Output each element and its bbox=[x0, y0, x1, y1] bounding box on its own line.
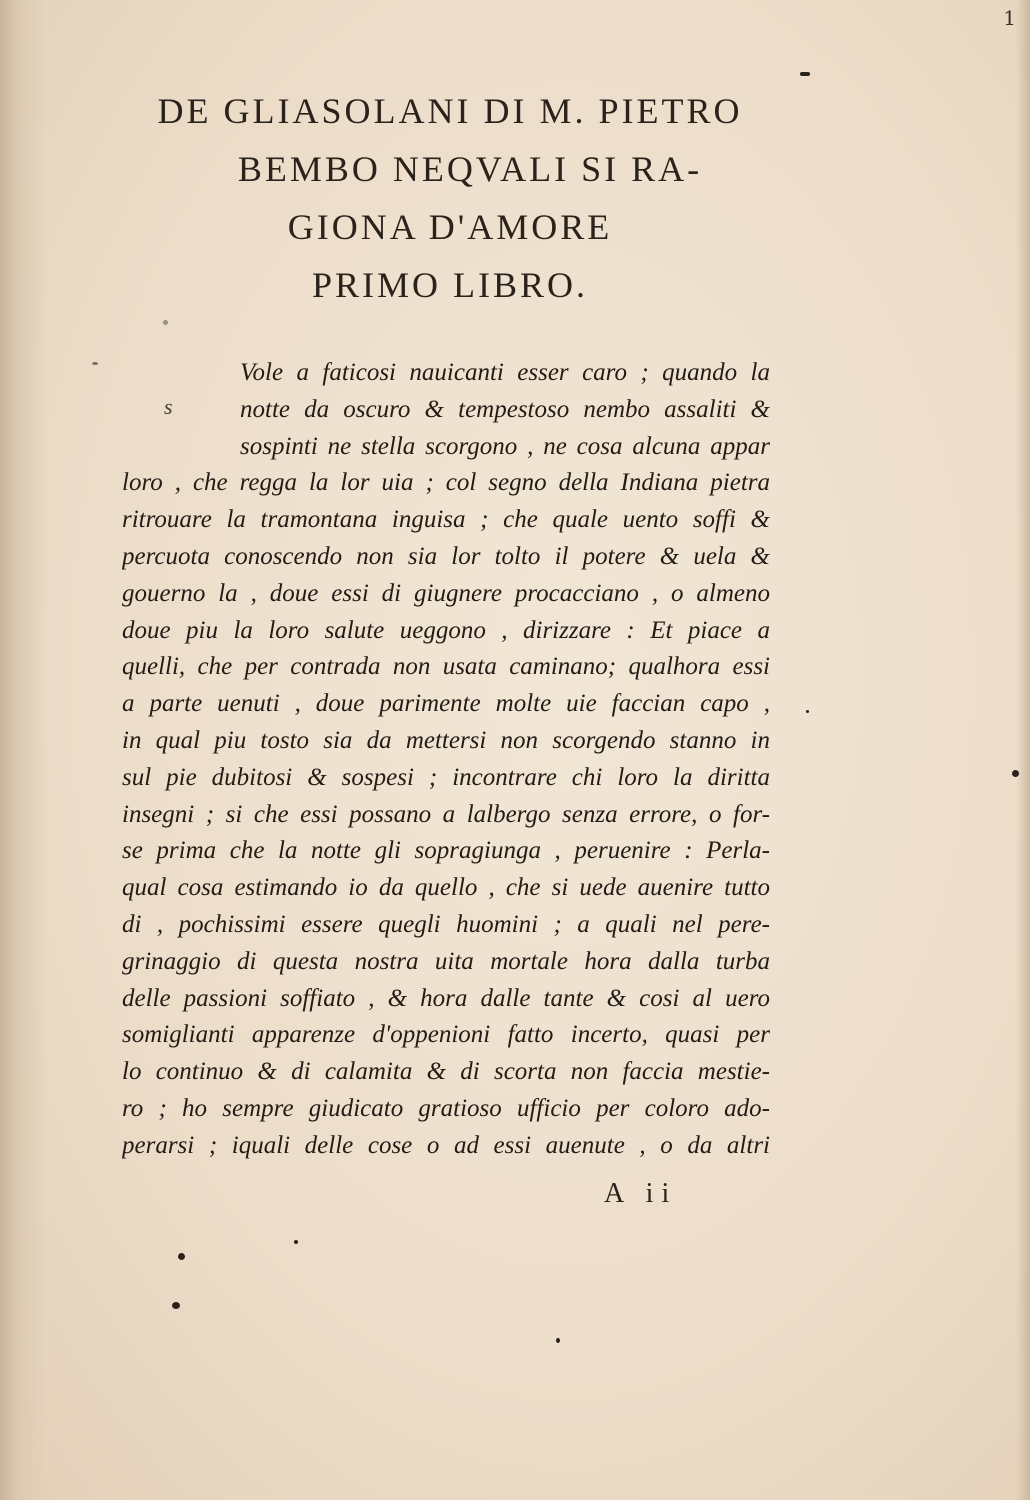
text-line: Vole a faticosi nauicanti esser caro ; quando la bbox=[240, 359, 770, 386]
text-line: delle passioni soffiato , & hora dalle tante & cosi al uero bbox=[122, 984, 770, 1012]
ink-speck bbox=[92, 362, 98, 365]
text-line: perarsi ; iquali delle cose o ad essi auenute , o da altri bbox=[122, 1131, 770, 1159]
text-line: ritrouare la tramontana inguisa ; che quale uento soffi & bbox=[122, 506, 770, 534]
text-line: doue piu la loro salute ueggono , dirizzare : Et piace a bbox=[122, 616, 770, 644]
text-line: se prima che la notte gli sopragiunga , peruenire : Perla- bbox=[122, 837, 770, 865]
text-line: sul pie dubitosi & sospesi ; incontrare chi loro la diritta bbox=[122, 763, 770, 791]
title-block bbox=[60, 82, 840, 314]
ink-speck bbox=[172, 1302, 180, 1309]
title-line: DE GLIASOLANI DI M. PIETRO bbox=[157, 91, 743, 131]
text-line: a parte uenuti , doue parimente molte uie faccian capo , bbox=[122, 690, 770, 718]
ink-speck bbox=[163, 320, 168, 325]
text-line: in qual piu tosto sia da mettersi non scorgendo stanno in bbox=[122, 726, 770, 754]
text-line: lo continuo & di calamita & di scorta non faccia mestie- bbox=[122, 1058, 770, 1086]
text-line: quelli, che per contrada non usata caminano; qualhora essi bbox=[122, 653, 770, 681]
title-line: GIONA D'AMORE bbox=[287, 207, 613, 247]
text-line: ro ; ho sempre giudicato gratioso ufficio per coloro ado- bbox=[122, 1094, 770, 1122]
ink-speck bbox=[294, 1240, 298, 1244]
page-gutter bbox=[0, 0, 48, 1500]
text-line: grinaggio di questa nostra uita mortale hora dalla turba bbox=[122, 947, 770, 975]
text-line: somiglianti apparenze d'oppenioni fatto incerto, quasi per bbox=[122, 1021, 770, 1049]
ink-speck bbox=[556, 1338, 560, 1343]
title-line: BEMBO NEQVALI SI RA- bbox=[237, 149, 703, 189]
signature-mark: A ii bbox=[604, 1178, 678, 1209]
body-text bbox=[122, 355, 770, 1165]
title-line: PRIMO LIBRO. bbox=[311, 265, 589, 305]
folio-number: 1 bbox=[1003, 6, 1016, 30]
text-line: percuota conoscendo non sia lor tolto il potere & uela & bbox=[122, 542, 770, 570]
text-line: notte da oscuro & tempestoso nembo assaliti & bbox=[240, 395, 770, 423]
ink-speck bbox=[178, 1253, 185, 1260]
text-line: loro , che regga la lor uia ; col segno della Indiana pietra bbox=[122, 469, 770, 497]
page-edge bbox=[1016, 0, 1030, 1500]
text-line: qual cosa estimando io da quello , che si uede auenire tutto bbox=[122, 874, 770, 902]
ink-speck bbox=[1012, 770, 1019, 777]
ink-speck bbox=[806, 710, 809, 713]
text-line: sospinti ne stella scorgono , ne cosa alcuna appar bbox=[240, 432, 770, 460]
margin-note: s bbox=[164, 394, 173, 419]
text-line: insegni ; si che essi possano a lalbergo senza errore, o for- bbox=[122, 800, 770, 828]
ink-speck bbox=[800, 72, 810, 76]
text-line: di , pochissimi essere quegli huomini ; a quali nel pere- bbox=[122, 910, 770, 938]
text-line: gouerno la , doue essi di giugnere procacciano , o almeno bbox=[122, 579, 770, 607]
